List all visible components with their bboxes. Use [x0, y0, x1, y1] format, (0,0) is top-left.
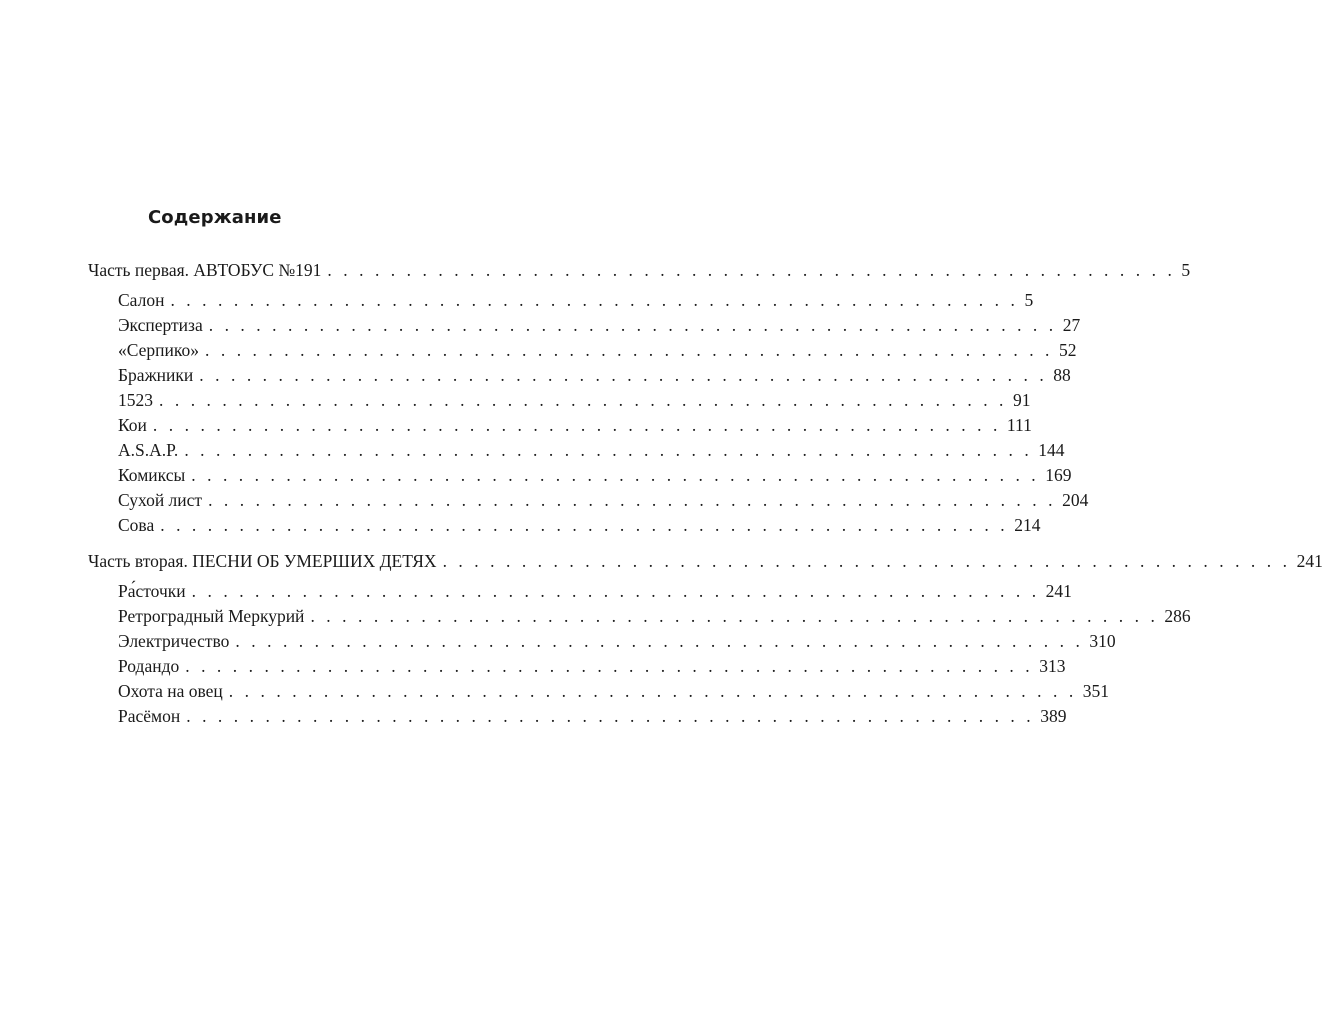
- toc-chapter[interactable]: [118, 605, 1191, 627]
- toc-chapter[interactable]: [118, 655, 1066, 677]
- dot-leader: . . . . . . . . . . . . . . . . . . . . . . . . . . . . . . . . . . . . . . . . . . . . . . . . . . . . . .: [191, 581, 1040, 601]
- dot-leader: . . . . . . . . . . . . . . . . . . . . . . . . . . . . . . . . . . . . . . . . . . . . . . . . . . . . . .: [170, 290, 1019, 310]
- toc-chapter[interactable]: [118, 439, 1065, 461]
- toc-part-title: Часть вторая. ПЕСНИ ОБ УМЕРШИХ ДЕТЯХ: [88, 551, 437, 571]
- dot-leader: . . . . . . . . . . . . . . . . . . . . . . . . . . . . . . . . . . . . . . . . . . . . . . . . . . . . . .: [208, 315, 1057, 335]
- dot-leader: . . . . . . . . . . . . . . . . . . . . . . . . . . . . . . . . . . . . . . . . . . . . . . . . . . . . . .: [235, 631, 1084, 651]
- dot-leader: . . . . . . . . . . . . . . . . . . . . . . . . . . . . . . . . . . . . . . . . . . . . . . . . . . . . . .: [186, 706, 1035, 726]
- toc-chapter[interactable]: [118, 464, 1072, 486]
- toc-chapter-title: «Серпико»: [118, 340, 199, 360]
- toc-page-number: 27: [1062, 315, 1081, 335]
- dot-leader: . . . . . . . . . . . . . . . . . . . . . . . . . . . . . . . . . . . . . . . . . . . . . . . . . . . . . .: [327, 260, 1176, 280]
- dot-leader: . . . . . . . . . . . . . . . . . . . . . . . . . . . . . . . . . . . . . . . . . . . . . . . . . . . . . .: [160, 515, 1009, 535]
- toc-heading: Содержание: [148, 207, 282, 228]
- toc-chapter[interactable]: [118, 314, 1081, 336]
- toc-page-number: 204: [1062, 490, 1089, 510]
- toc-chapter-title: 1523: [118, 390, 153, 410]
- dot-leader: . . . . . . . . . . . . . . . . . . . . . . . . . . . . . . . . . . . . . . . . . . . . . . . . . . . . . .: [185, 656, 1034, 676]
- toc-chapter[interactable]: [118, 514, 1041, 536]
- toc-chapter[interactable]: [118, 580, 1072, 602]
- dot-leader: . . . . . . . . . . . . . . . . . . . . . . . . . . . . . . . . . . . . . . . . . . . . . . . . . . . . . .: [152, 415, 1001, 435]
- toc-chapter[interactable]: [118, 289, 1034, 311]
- toc-part-title: Часть первая. АВТОБУС №191: [88, 260, 322, 280]
- toc-chapter-title: Родандо: [118, 656, 180, 676]
- toc-page-number: 241: [1045, 581, 1072, 601]
- toc-page-number: 214: [1014, 515, 1041, 535]
- toc-chapter[interactable]: [118, 414, 1032, 436]
- toc-page-number: 91: [1012, 390, 1031, 410]
- toc-chapter-title: Охота на овец: [118, 681, 223, 701]
- toc-chapter[interactable]: [118, 489, 1089, 511]
- toc-page-number: 389: [1040, 706, 1067, 726]
- toc-chapter-title: Экспертиза: [118, 315, 203, 335]
- toc-page-number: 52: [1058, 340, 1077, 360]
- toc-page-number: 351: [1082, 681, 1110, 701]
- dot-leader: . . . . . . . . . . . . . . . . . . . . . . . . . . . . . . . . . . . . . . . . . . . . . . . . . . . . . .: [159, 390, 1007, 410]
- toc-chapter-title: Электричество: [118, 631, 230, 651]
- dot-leader: . . . . . . . . . . . . . . . . . . . . . . . . . . . . . . . . . . . . . . . . . . . . . . . . . . . . . .: [310, 606, 1159, 626]
- toc-chapter[interactable]: [118, 680, 1110, 702]
- toc-chapter-title: A.S.A.P.: [118, 440, 179, 460]
- dot-leader: . . . . . . . . . . . . . . . . . . . . . . . . . . . . . . . . . . . . . . . . . . . . . . . . . . . . . .: [184, 440, 1033, 460]
- toc-chapter-title: Салон: [118, 290, 165, 310]
- toc-page-number: 169: [1045, 465, 1072, 485]
- toc-chapter[interactable]: [118, 389, 1031, 411]
- dot-leader: . . . . . . . . . . . . . . . . . . . . . . . . . . . . . . . . . . . . . . . . . . . . . . . . . . . . . .: [199, 365, 1048, 385]
- toc-page-number: 310: [1089, 631, 1116, 651]
- toc-part-1[interactable]: [88, 259, 1191, 281]
- dot-leader: . . . . . . . . . . . . . . . . . . . . . . . . . . . . . . . . . . . . . . . . . . . . . . . . . . . . . .: [208, 490, 1057, 510]
- toc-chapter[interactable]: [118, 339, 1077, 361]
- toc-page-number: 111: [1006, 415, 1032, 435]
- toc-chapter-title: Сухой лист: [118, 490, 203, 510]
- toc-chapter-title: Ретроградный Меркурий: [118, 606, 305, 626]
- toc-chapter[interactable]: [118, 705, 1067, 727]
- toc-page-number: 144: [1038, 440, 1065, 460]
- toc-part-2[interactable]: [88, 550, 1323, 572]
- toc-page-number: 88: [1053, 365, 1071, 385]
- dot-leader: . . . . . . . . . . . . . . . . . . . . . . . . . . . . . . . . . . . . . . . . . . . . . . . . . . . . . .: [191, 465, 1040, 485]
- toc-chapter-title: Расёмон: [118, 706, 181, 726]
- dot-leader: . . . . . . . . . . . . . . . . . . . . . . . . . . . . . . . . . . . . . . . . . . . . . . . . . . . . . .: [442, 551, 1291, 571]
- toc-page-number: 5: [1181, 260, 1191, 280]
- toc-page-number: 5: [1024, 290, 1034, 310]
- toc-chapter-title: Комиксы: [118, 465, 186, 485]
- toc-chapter-title: Сова: [118, 515, 155, 535]
- toc-chapter-title: Бражники: [118, 365, 194, 385]
- toc-chapter[interactable]: [118, 630, 1116, 652]
- toc-chapter[interactable]: [118, 364, 1071, 386]
- toc-page-number: 286: [1164, 606, 1191, 626]
- toc-chapter-title: Ра́сточки: [118, 581, 186, 601]
- toc-chapter-title: Кои: [118, 415, 147, 435]
- dot-leader: . . . . . . . . . . . . . . . . . . . . . . . . . . . . . . . . . . . . . . . . . . . . . . . . . . . . . .: [228, 681, 1077, 701]
- toc-page-number: 241: [1296, 551, 1323, 571]
- toc-page-number: 313: [1039, 656, 1066, 676]
- dot-leader: . . . . . . . . . . . . . . . . . . . . . . . . . . . . . . . . . . . . . . . . . . . . . . . . . . . . . .: [205, 340, 1053, 360]
